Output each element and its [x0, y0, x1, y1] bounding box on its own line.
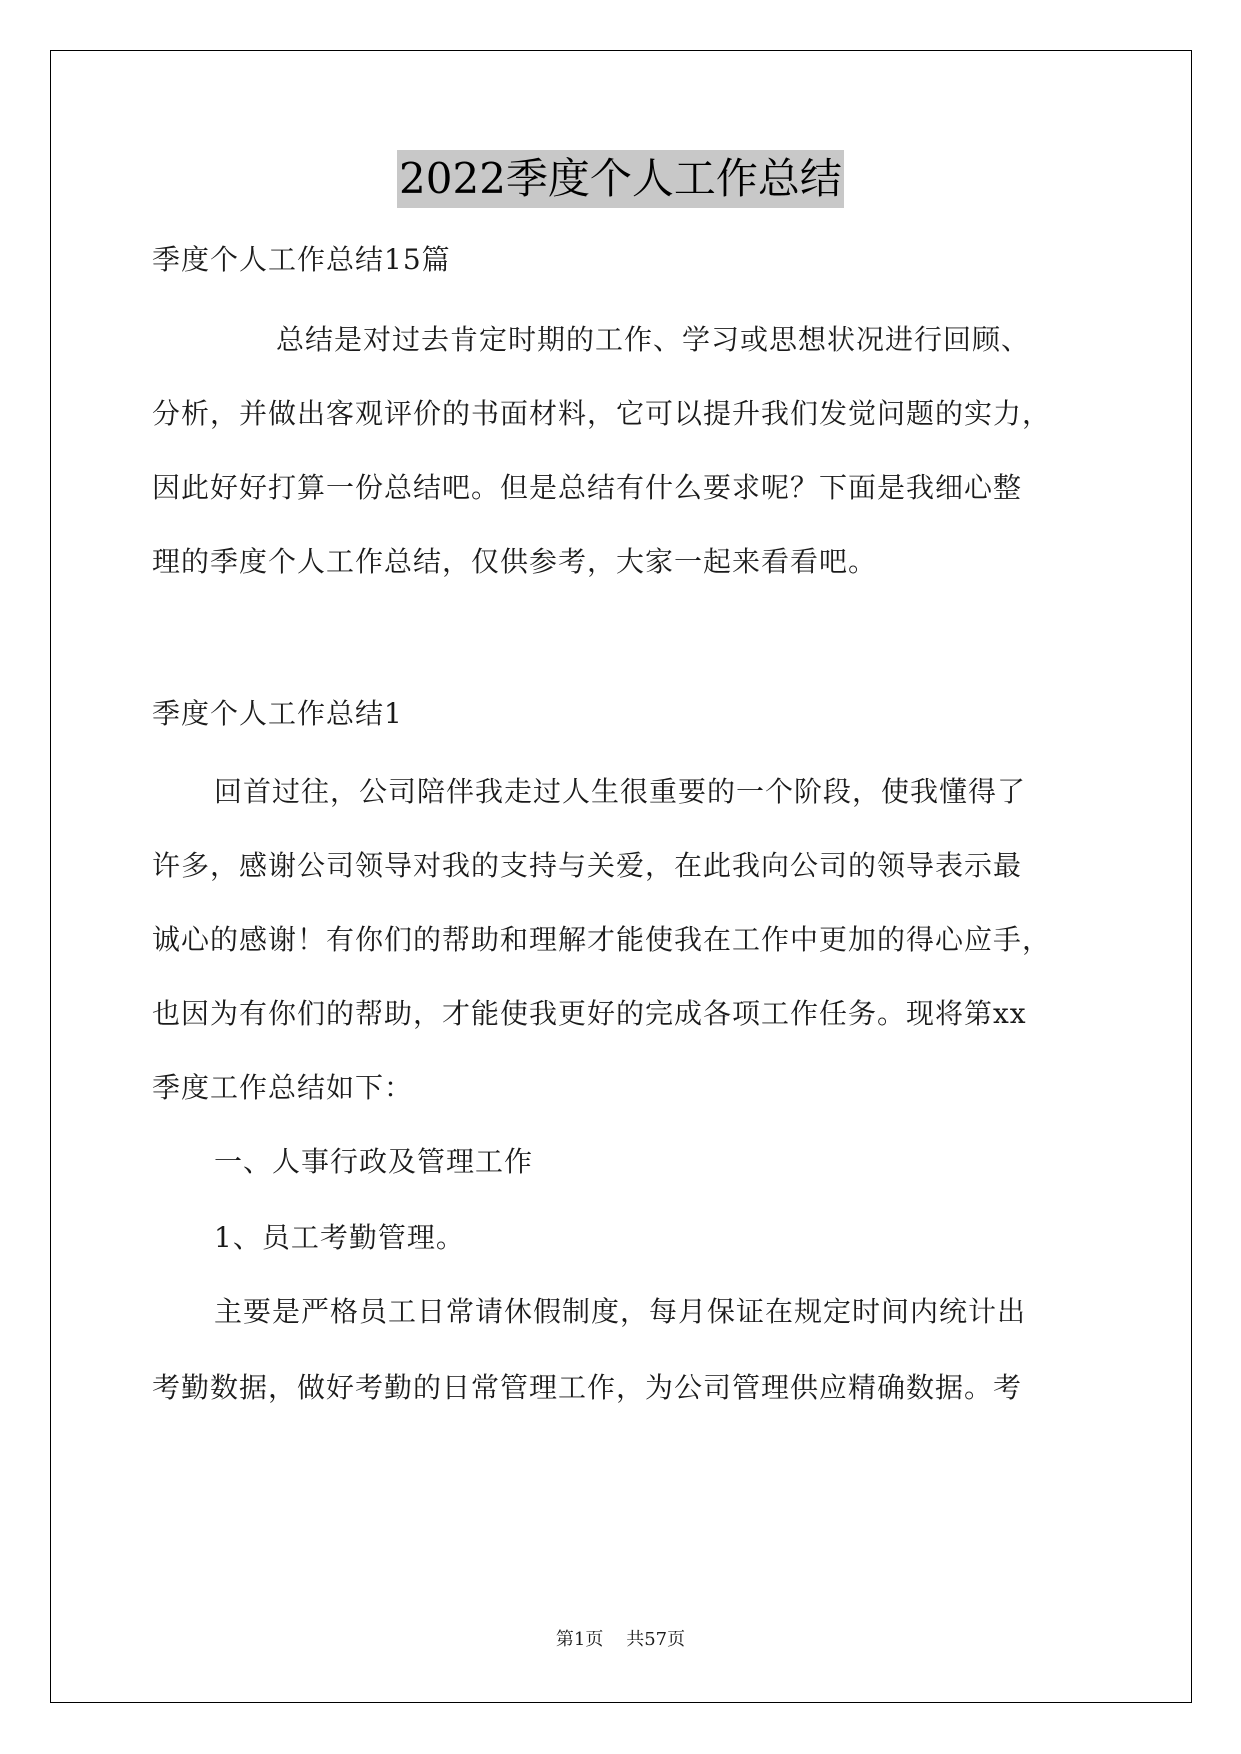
- paragraph-line: 分析，并做出客观评价的书面材料，它可以提升我们发觉问题的实力，: [152, 397, 1052, 430]
- paragraph-line: 也因为有你们的帮助，才能使我更好的完成各项工作任务。现将第xx: [152, 997, 1027, 1030]
- paragraph-line: 诚心的感谢！有你们的帮助和理解才能使我在工作中更加的得心应手，: [152, 923, 1052, 956]
- page-footer: 第1页 共57页: [555, 1629, 686, 1650]
- paragraph-line: 总结是对过去肯定时期的工作、学习或思想状况进行回顾、: [276, 323, 1031, 356]
- section-heading: 季度个人工作总结1: [152, 697, 403, 730]
- document-title: 2022季度个人工作总结: [397, 150, 844, 208]
- paragraph-line: 许多，感谢公司领导对我的支持与关爱，在此我向公司的领导表示最: [152, 849, 1023, 882]
- paragraph-line: 主要是严格员工日常请休假制度，每月保证在规定时间内统计出: [214, 1295, 1027, 1328]
- paragraph-line: 季度工作总结如下：: [152, 1071, 414, 1104]
- subheading-line: 1、员工考勤管理。: [214, 1221, 465, 1254]
- paragraph-line: 理的季度个人工作总结，仅供参考，大家一起来看看吧。: [152, 545, 878, 578]
- subheading-line: 一、人事行政及管理工作: [214, 1145, 534, 1178]
- paragraph-line: 因此好好打算一份总结吧。但是总结有什么要求呢？下面是我细心整: [152, 471, 1023, 504]
- subtitle-line: 季度个人工作总结15篇: [152, 243, 451, 276]
- paragraph-line: 回首过往，公司陪伴我走过人生很重要的一个阶段，使我懂得了: [214, 775, 1027, 808]
- title-container: [0, 150, 1241, 208]
- paragraph-line: 考勤数据，做好考勤的日常管理工作，为公司管理供应精确数据。考: [152, 1371, 1023, 1404]
